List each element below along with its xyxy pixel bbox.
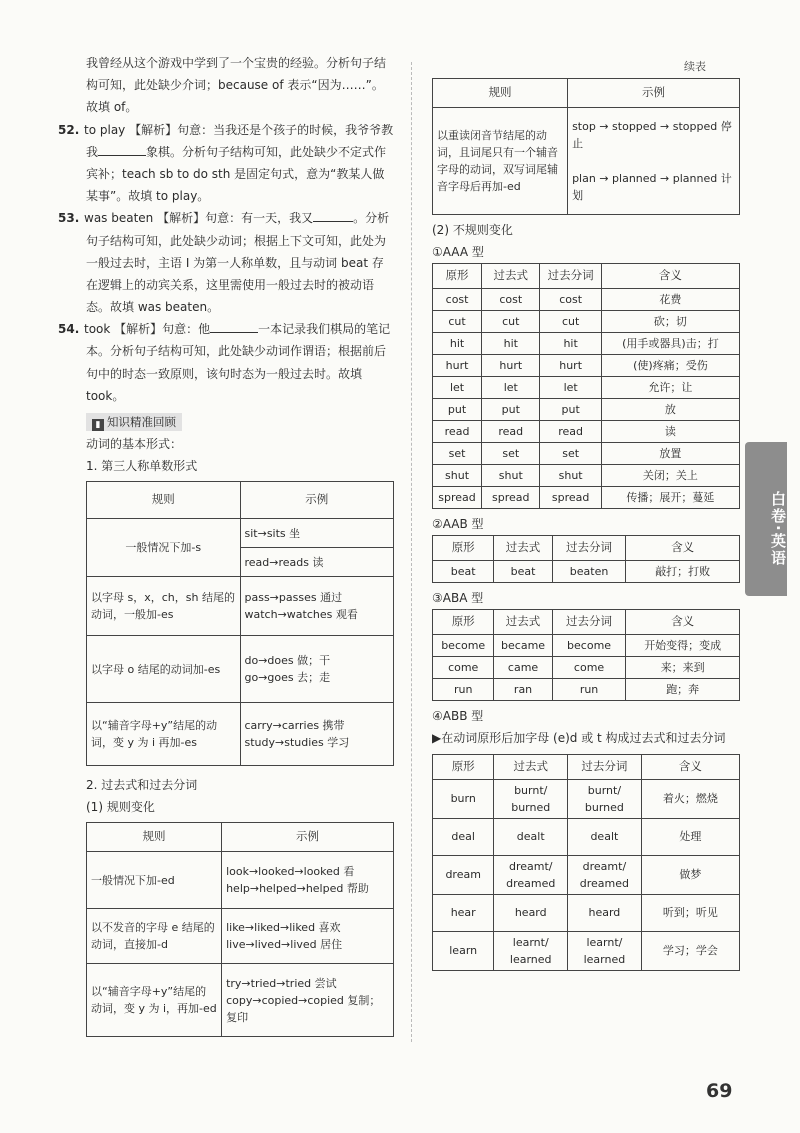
aaa-table (432, 263, 740, 509)
example-line: live→lived→lived 居住 (226, 938, 343, 952)
table-cell: 来；来到 (626, 657, 740, 679)
section1-heading: 1. 第三人称单数形式 (86, 459, 198, 474)
blank-line (98, 145, 146, 156)
table-row (433, 310, 740, 332)
table-cell: beat (494, 561, 552, 583)
table-cell: 传播；展开；蔓延 (601, 487, 739, 509)
answer-text: was beaten 【解析】句意：有一天，我又 (84, 211, 314, 226)
example-line: help→helped→helped 帮助 (226, 882, 369, 896)
table-cell: read (540, 421, 601, 443)
basic-forms-heading: 动词的基本形式： (86, 437, 183, 452)
table-cell: dreamt/ dreamed (494, 855, 568, 894)
table-cell: 学习；学会 (641, 931, 739, 970)
table-cell: 花费 (601, 288, 739, 310)
example-cell (222, 964, 394, 1037)
table-header: 示例 (240, 482, 394, 519)
rule-cell: 一般情况下加-s (87, 519, 241, 577)
table-header: 过去分词 (552, 536, 626, 561)
section2-subheading: (1) 规则变化 (86, 800, 155, 815)
table-header: 过去式 (494, 754, 568, 779)
table-cell: let (540, 377, 601, 399)
table-cell: put (433, 399, 482, 421)
aaa-table-body (433, 264, 740, 509)
table-cell: cut (482, 310, 540, 332)
table-header: 过去式 (494, 536, 552, 561)
table-cell: become (433, 634, 494, 656)
table-cell: heard (494, 894, 568, 931)
table-row (433, 332, 740, 354)
table-header: 过去式 (482, 264, 540, 289)
table-cell: burnt/ burned (568, 779, 642, 818)
table-row (433, 465, 740, 487)
table-header: 过去分词 (568, 754, 642, 779)
question-54 (58, 318, 394, 407)
table-cell: let (433, 377, 482, 399)
table-cell: beaten (552, 561, 626, 583)
table-cell: hear (433, 894, 494, 931)
example-line: like→liked→liked 喜欢 (226, 921, 341, 935)
example-line: copy→copied→copied 复制；复印 (226, 993, 381, 1024)
aab-table-body (433, 536, 740, 583)
table-cell: cost (482, 288, 540, 310)
table-cell: ran (494, 679, 552, 701)
table-cell: spread (433, 487, 482, 509)
table-row (433, 399, 740, 421)
table-cell: 着火；燃烧 (641, 779, 739, 818)
example-cell: read→reads 读 (240, 548, 394, 577)
table-row (433, 634, 740, 656)
table-cell: learnt/ learned (568, 931, 642, 970)
table-cell: cost (433, 288, 482, 310)
table-row (433, 288, 740, 310)
table-cell: 砍；切 (601, 310, 739, 332)
table-cell: cost (540, 288, 601, 310)
example-line: watch→watches 观看 (244, 608, 358, 622)
table-header: 过去分词 (540, 264, 601, 289)
regular-change-table (86, 822, 394, 1037)
abb-table-body (433, 754, 740, 970)
continued-label: 续表 (684, 60, 706, 73)
blank-line (210, 322, 258, 333)
table-header: 含义 (626, 610, 740, 635)
table-cell: became (494, 634, 552, 656)
answer-text: 一本记录我们棋局的笔记本。分析句子结构可知，此处缺少动词作谓语；根据前后句中的时态一致原则，该句时态为一般过去时。故填 took。 (86, 322, 391, 403)
side-tab: 白卷·英语 (745, 442, 787, 596)
table-cell: 放置 (601, 443, 739, 465)
table-header: 示例 (222, 823, 394, 852)
table-cell: shut (433, 465, 482, 487)
table-cell: cut (433, 310, 482, 332)
rule-cell: 以“辅音字母+y”结尾的动词，变 y 为 i 再加-es (87, 703, 241, 766)
question-52 (58, 119, 394, 208)
table-header: 规则 (433, 79, 568, 108)
example-line: stop → stopped → stopped 停止 (572, 120, 732, 151)
table-row (433, 443, 740, 465)
table-header: 规则 (87, 823, 222, 852)
example-line: go→goes 去；走 (244, 671, 331, 685)
table-header: 含义 (641, 754, 739, 779)
blank-line (313, 211, 353, 222)
table-cell: shut (482, 465, 540, 487)
table-cell: shut (540, 465, 601, 487)
table-header: 过去式 (494, 610, 552, 635)
table-row (433, 561, 740, 583)
table-cell: run (552, 679, 626, 701)
table-header: 示例 (568, 79, 740, 108)
page-number: 69 (706, 1080, 733, 1102)
table-cell: hit (540, 332, 601, 354)
table-cell: hurt (433, 354, 482, 376)
example-cell (568, 108, 740, 215)
example-line: do→does 做；干 (244, 654, 331, 668)
table-cell: dealt (494, 818, 568, 855)
abb-table (432, 754, 740, 971)
table-cell: set (540, 443, 601, 465)
table-cell: hit (482, 332, 540, 354)
example-line: plan → planned → planned 计划 (572, 171, 732, 202)
irregular-heading: (2) 不规则变化 (432, 223, 513, 237)
example-line: carry→carries 携带 (244, 719, 345, 733)
aba-heading: ③ABA 型 (432, 591, 484, 606)
question-53 (58, 207, 394, 318)
table-cell: 读 (601, 421, 739, 443)
table-row (433, 679, 740, 701)
right-column (432, 58, 740, 971)
rule-cell: 以“辅音字母+y”结尾的动词，变 y 为 i，再加-ed (87, 964, 222, 1037)
table-row (433, 377, 740, 399)
table-cell: put (482, 399, 540, 421)
table-cell: set (433, 443, 482, 465)
table-row (433, 931, 740, 970)
answer-text: took 【解析】句意：他 (84, 322, 211, 337)
regular-change-table-continued (432, 78, 740, 215)
aba-table-body (433, 610, 740, 701)
left-column (58, 52, 394, 1037)
table-cell: come (433, 657, 494, 679)
table-cell: heard (568, 894, 642, 931)
example-line: look→looked→looked 看 (226, 865, 355, 879)
table-cell: came (494, 657, 552, 679)
question-number: 52. (58, 122, 80, 137)
table-header: 原形 (433, 610, 494, 635)
table-cell: read (482, 421, 540, 443)
table-cell: run (433, 679, 494, 701)
table-cell: 允许；让 (601, 377, 739, 399)
table-cell: set (482, 443, 540, 465)
example-line: pass→passes 通过 (244, 591, 343, 605)
table-cell: dealt (568, 818, 642, 855)
table-header: 规则 (87, 482, 241, 519)
table-header: 含义 (626, 536, 740, 561)
table-cell: hit (433, 332, 482, 354)
answer-text: to play 【解析】句意：当我还是个孩子的时候，我爷爷教我 (84, 122, 394, 159)
table-cell: spread (540, 487, 601, 509)
table-row (433, 421, 740, 443)
rule-cell: 一般情况下加-ed (87, 852, 222, 909)
intro-text: 我曾经从这个游戏中学到了一个宝贵的经验。分析句子结构可知，此处缺少介词；because of 表示“因为……”。故填 of。 (86, 56, 387, 115)
answer-text: 。分析句子结构可知，此处缺少动词；根据上下文可知，此处为一般过去时，主语 I 为第一人称单数，且与动词 beat 存在逻辑上的动宾关系，这里需使用一般过去时的被动语态。故填 was beaten。 (86, 211, 390, 315)
example-cell (222, 852, 394, 909)
table-row (433, 779, 740, 818)
table-cell: dreamt/ dreamed (568, 855, 642, 894)
table-cell: burnt/ burned (494, 779, 568, 818)
aba-table (432, 609, 740, 701)
table-header: 原形 (433, 536, 494, 561)
example-line: study→studies 学习 (244, 736, 350, 750)
table-cell: dream (433, 855, 494, 894)
table-cell: (用手或器具)击；打 (601, 332, 739, 354)
table-cell: spread (482, 487, 540, 509)
table-cell: 开始变得；变成 (626, 634, 740, 656)
table-header: 含义 (601, 264, 739, 289)
third-person-table (86, 481, 394, 766)
table-cell: cut (540, 310, 601, 332)
question-number: 53. (58, 211, 80, 226)
table-cell: 听到；听见 (641, 894, 739, 931)
table-cell: 处理 (641, 818, 739, 855)
table-cell: read (433, 421, 482, 443)
table-row (433, 657, 740, 679)
table-cell: deal (433, 818, 494, 855)
rule-cell: 以字母 s，x，ch，sh 结尾的动词，一般加-es (87, 577, 241, 636)
abb-heading: ④ABB 型 (432, 709, 484, 724)
example-cell (240, 577, 394, 636)
aaa-heading: ①AAA 型 (432, 245, 484, 259)
table-row (433, 894, 740, 931)
rule-cell: 以重读闭音节结尾的动词，且词尾只有一个辅音字母的动词，双写词尾辅音字母后再加-ed (433, 108, 568, 215)
aab-heading: ②AAB 型 (432, 517, 484, 532)
table-header: 原形 (433, 264, 482, 289)
example-cell (240, 636, 394, 703)
table-cell: 跑；奔 (626, 679, 740, 701)
table-cell: hurt (482, 354, 540, 376)
table-cell: (使)疼痛；受伤 (601, 354, 739, 376)
table-row (433, 818, 740, 855)
table-cell: 放 (601, 399, 739, 421)
table-cell: put (540, 399, 601, 421)
table-cell: 敲打；打败 (626, 561, 740, 583)
section2-heading: 2. 过去式和过去分词 (86, 778, 198, 793)
example-cell: sit→sits 坐 (240, 519, 394, 548)
table-cell: burn (433, 779, 494, 818)
table-cell: come (552, 657, 626, 679)
review-badge-label: 知识精准回顾 (107, 415, 176, 429)
question-number: 54. (58, 322, 80, 337)
table-row (433, 487, 740, 509)
example-line: try→tried→tried 尝试 (226, 976, 337, 990)
review-badge (86, 413, 182, 431)
table-cell: learnt/ learned (494, 931, 568, 970)
table-cell: beat (433, 561, 494, 583)
answer-text: 象棋。分析句子结构可知，此处缺少不定式作宾补；teach sb to do sth 是固定句式，意为“教某人做某事”。故填 to play。 (86, 144, 387, 204)
aab-table (432, 535, 740, 583)
book-icon: ▮ (92, 419, 104, 431)
table-header: 原形 (433, 754, 494, 779)
abb-note: ▶在动词原形后加字母 (e)d 或 t 构成过去式和过去分词 (432, 731, 726, 746)
column-divider (411, 62, 412, 1042)
table-row (433, 354, 740, 376)
table-cell: 关闭；关上 (601, 465, 739, 487)
rule-cell: 以字母 o 结尾的动词加-es (87, 636, 241, 703)
table-row (433, 855, 740, 894)
table-header: 过去分词 (552, 610, 626, 635)
example-cell (222, 909, 394, 964)
rule-cell: 以不发音的字母 e 结尾的动词，直接加-d (87, 909, 222, 964)
table-cell: become (552, 634, 626, 656)
table-cell: learn (433, 931, 494, 970)
table-cell: let (482, 377, 540, 399)
table-cell: 做梦 (641, 855, 739, 894)
example-cell (240, 703, 394, 766)
table-cell: hurt (540, 354, 601, 376)
